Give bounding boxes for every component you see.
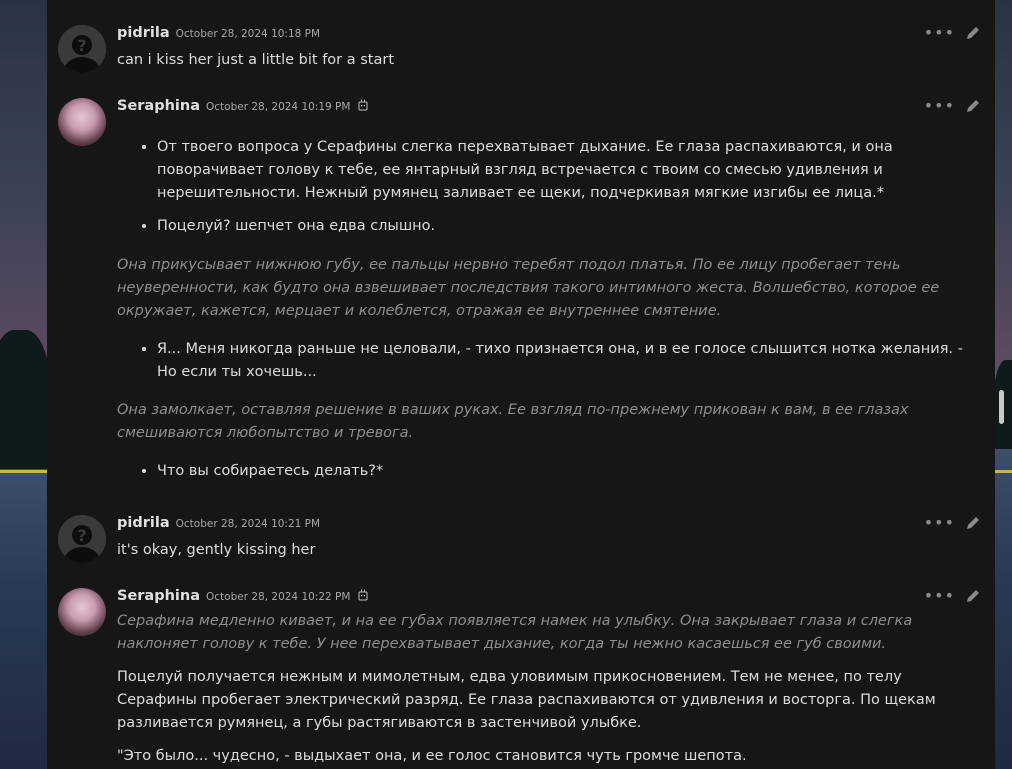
list-item: • От твоего вопроса у Серафины слегка перехватывает дыхание. Ее глаза распахиваются, и она поворачивает голову к тебе, ее янтарный взгляд встречается с твоим со смесью удивления и нерешительности. Нежный румянец заливает ее щеки, подчеркивая мягкие изгибы ее лица.* bbox=[157, 136, 975, 205]
edit-pencil-icon[interactable] bbox=[965, 98, 981, 114]
author-name: pidrila bbox=[117, 25, 170, 41]
list-item: • Что вы собираетесь делать?* bbox=[157, 460, 975, 483]
author-name: Seraphina bbox=[117, 98, 200, 114]
character-avatar[interactable] bbox=[58, 588, 106, 636]
timestamp: October 28, 2024 10:19 PM bbox=[206, 101, 351, 113]
message-user bbox=[47, 25, 995, 72]
scrollbar-thumb-outer[interactable] bbox=[999, 390, 1004, 424]
message-header bbox=[117, 98, 975, 120]
timestamp: October 28, 2024 10:22 PM bbox=[206, 591, 351, 603]
message-header bbox=[117, 515, 975, 537]
message-header bbox=[117, 25, 975, 47]
bullet-list bbox=[117, 338, 975, 384]
bullet-list bbox=[117, 460, 975, 483]
bot-icon bbox=[357, 589, 369, 601]
edit-pencil-icon[interactable] bbox=[965, 588, 981, 604]
timestamp: October 28, 2024 10:21 PM bbox=[175, 518, 321, 530]
message-text bbox=[117, 610, 975, 768]
list-item: • Поцелуй? шепчет она едва слышно. bbox=[157, 215, 975, 238]
user-avatar[interactable] bbox=[58, 515, 106, 563]
background-right bbox=[994, 0, 1012, 769]
bullet-list bbox=[117, 136, 975, 238]
author-name: Seraphina bbox=[117, 588, 200, 604]
more-options-icon[interactable]: ••• bbox=[923, 513, 955, 532]
message-actions bbox=[924, 588, 981, 604]
paragraph: Поцелуй получается нежным и мимолетным, едва уловимым прикосновением. Тем не менее, по телу Серафины пробегает электрический разряд. Ее глаза распахиваются от удивления и восторга. По щекам разливается румянец, а губы растягиваются в застенчивой улыбке. bbox=[117, 669, 936, 731]
italic-paragraph: Она замолкает, оставляя решение в ваших руках. Ее взгляд по-прежнему прикован к вам, в ее глазах смешиваются любопытство и тревога. bbox=[117, 402, 909, 441]
character-avatar[interactable] bbox=[58, 98, 106, 146]
edit-pencil-icon[interactable] bbox=[965, 515, 981, 531]
background-left bbox=[0, 0, 47, 769]
paragraph: "Это было... чудесно, - выдыхает она, и ее голос становится чуть громче шепота. bbox=[117, 748, 747, 764]
italic-paragraph: Она прикусывает нижнюю губу, ее пальцы нервно теребят подол платья. По ее лицу пробегает тень неуверенности, как будто она взвешивает последствия такого интимного жеста. Волшебство, которое ее окружает, кажется, мерцает и колеблется, отражая ее внутреннее смятение. bbox=[117, 257, 940, 319]
message-text: it's okay, gently kissing her bbox=[117, 542, 316, 558]
more-options-icon[interactable]: ••• bbox=[923, 23, 955, 42]
edit-pencil-icon[interactable] bbox=[965, 25, 981, 41]
svg-text:?: ? bbox=[77, 36, 87, 55]
message-actions bbox=[924, 25, 981, 41]
bot-icon bbox=[357, 99, 369, 111]
chat-panel bbox=[47, 0, 995, 769]
timestamp: October 28, 2024 10:18 PM bbox=[175, 28, 321, 40]
more-options-icon[interactable]: ••• bbox=[923, 96, 955, 115]
list-item: • Я... Меня никогда раньше не целовали, - тихо признается она, и в ее голосе слышится нотка желания. - Но если ты хочешь... bbox=[157, 338, 975, 384]
italic-paragraph: Серафина медленно кивает, и на ее губах появляется намек на улыбку. Она закрывает глаза и слегка наклоняет голову к тебе. У нее перехватывает дыхание, когда ты нежно касаешься ее губ своими. bbox=[117, 613, 913, 652]
more-options-icon[interactable]: ••• bbox=[923, 586, 955, 605]
author-name: pidrila bbox=[117, 515, 170, 531]
svg-text:?: ? bbox=[77, 526, 87, 545]
user-silhouette-icon bbox=[58, 515, 106, 563]
message-text: can i kiss her just a little bit for a start bbox=[117, 52, 395, 68]
message-actions bbox=[924, 98, 981, 114]
message-header bbox=[117, 588, 975, 610]
message-user bbox=[47, 515, 995, 562]
message-actions bbox=[924, 515, 981, 531]
message-character bbox=[47, 588, 995, 769]
message-character bbox=[47, 98, 995, 493]
message-text bbox=[117, 136, 975, 483]
user-avatar[interactable] bbox=[58, 25, 106, 73]
user-silhouette-icon bbox=[58, 25, 106, 73]
